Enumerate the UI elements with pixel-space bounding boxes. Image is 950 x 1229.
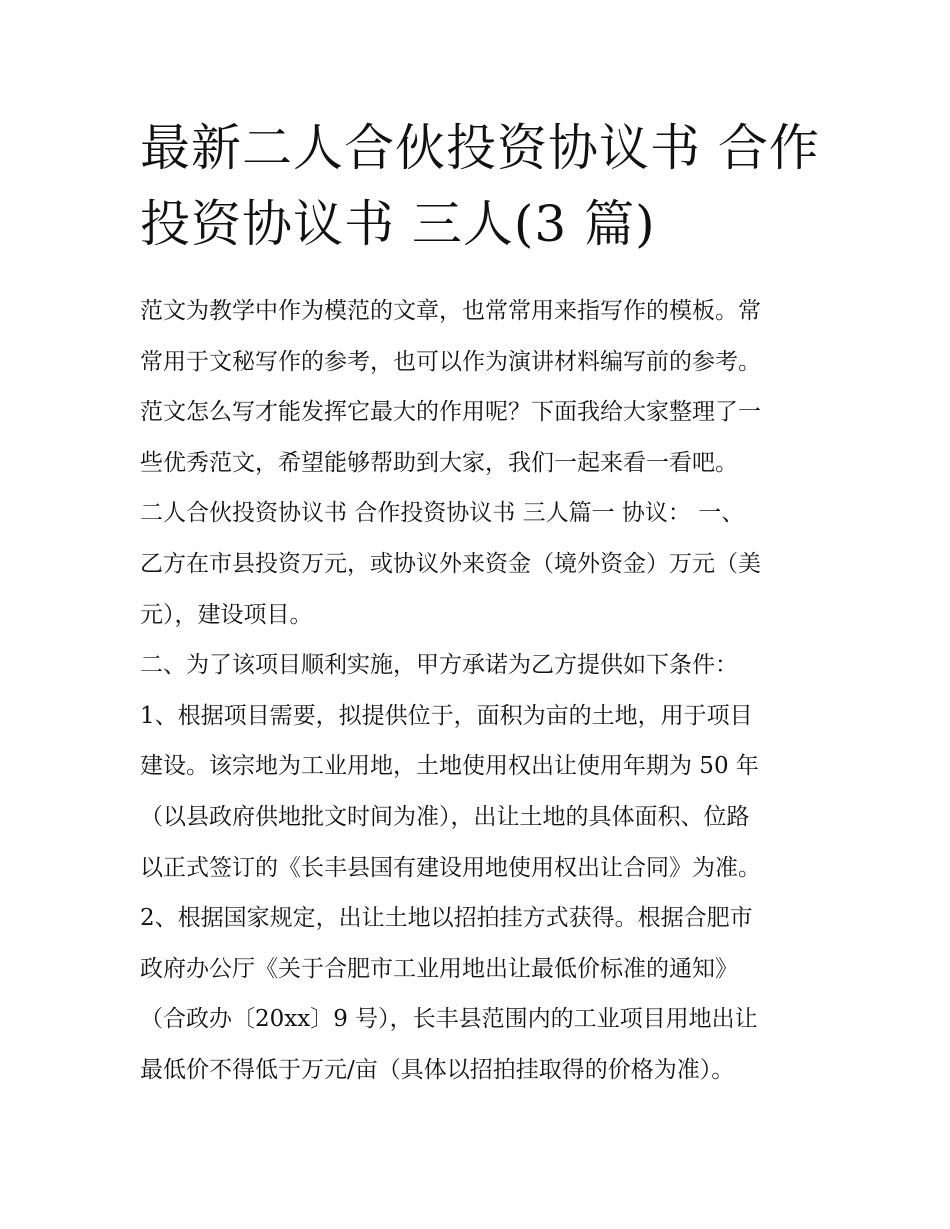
body-line: 二人合伙投资协议书 合作投资协议书 三人篇一 协议： 一、 (140, 500, 745, 527)
body-line: 2、根据国家规定，出让土地以招拍挂方式获得。根据合肥市 (140, 905, 753, 932)
body-line: 最低价不得低于万元/亩（具体以招拍挂取得的价格为准）。 (140, 1056, 735, 1083)
document-body (140, 286, 820, 1096)
body-line: 范文怎么写才能发挥它最大的作用呢？下面我给大家整理了一 (140, 399, 761, 426)
body-line: 常用于文秘写作的参考，也可以作为演讲材料编写前的参考。 (140, 348, 761, 375)
document-page (140, 110, 820, 1096)
title-line-1: 最新二人合伙投资协议书 合作 (140, 119, 820, 177)
body-line: 些优秀范文，希望能够帮助到大家，我们一起来看一看吧。 (140, 449, 738, 476)
title-line-2: 投资协议书 三人(3 篇) (140, 195, 656, 253)
body-line: 乙方在市县投资万元，或协议外来资金（境外资金）万元（美 (140, 550, 761, 577)
body-line: 1、根据项目需要，拟提供位于，面积为亩的土地，用于项目 (140, 702, 753, 729)
body-line: （合政办〔20xx〕9 号），长丰县范围内的工业项目用地出让 (140, 1006, 758, 1033)
body-line: 政府办公厅《关于合肥市工业用地出让最低价标准的通知》 (140, 955, 738, 982)
body-line: 元），建设项目。 (140, 601, 313, 628)
body-line: 建设。该宗地为工业用地，土地使用权出让使用年期为 50 年 (140, 753, 759, 780)
body-line: （以县政府供地批文时间为准），出让土地的具体面积、位路 (140, 803, 750, 830)
body-line: 范文为教学中作为模范的文章，也常常用来指写作的模板。常 (140, 298, 761, 324)
body-line: 以正式签订的《长丰县国有建设用地使用权出让合同》为准。 (140, 854, 761, 881)
body-line: 二、为了该项目顺利实施，甲方承诺为乙方提供如下条件： (140, 652, 738, 679)
document-title (140, 110, 820, 262)
